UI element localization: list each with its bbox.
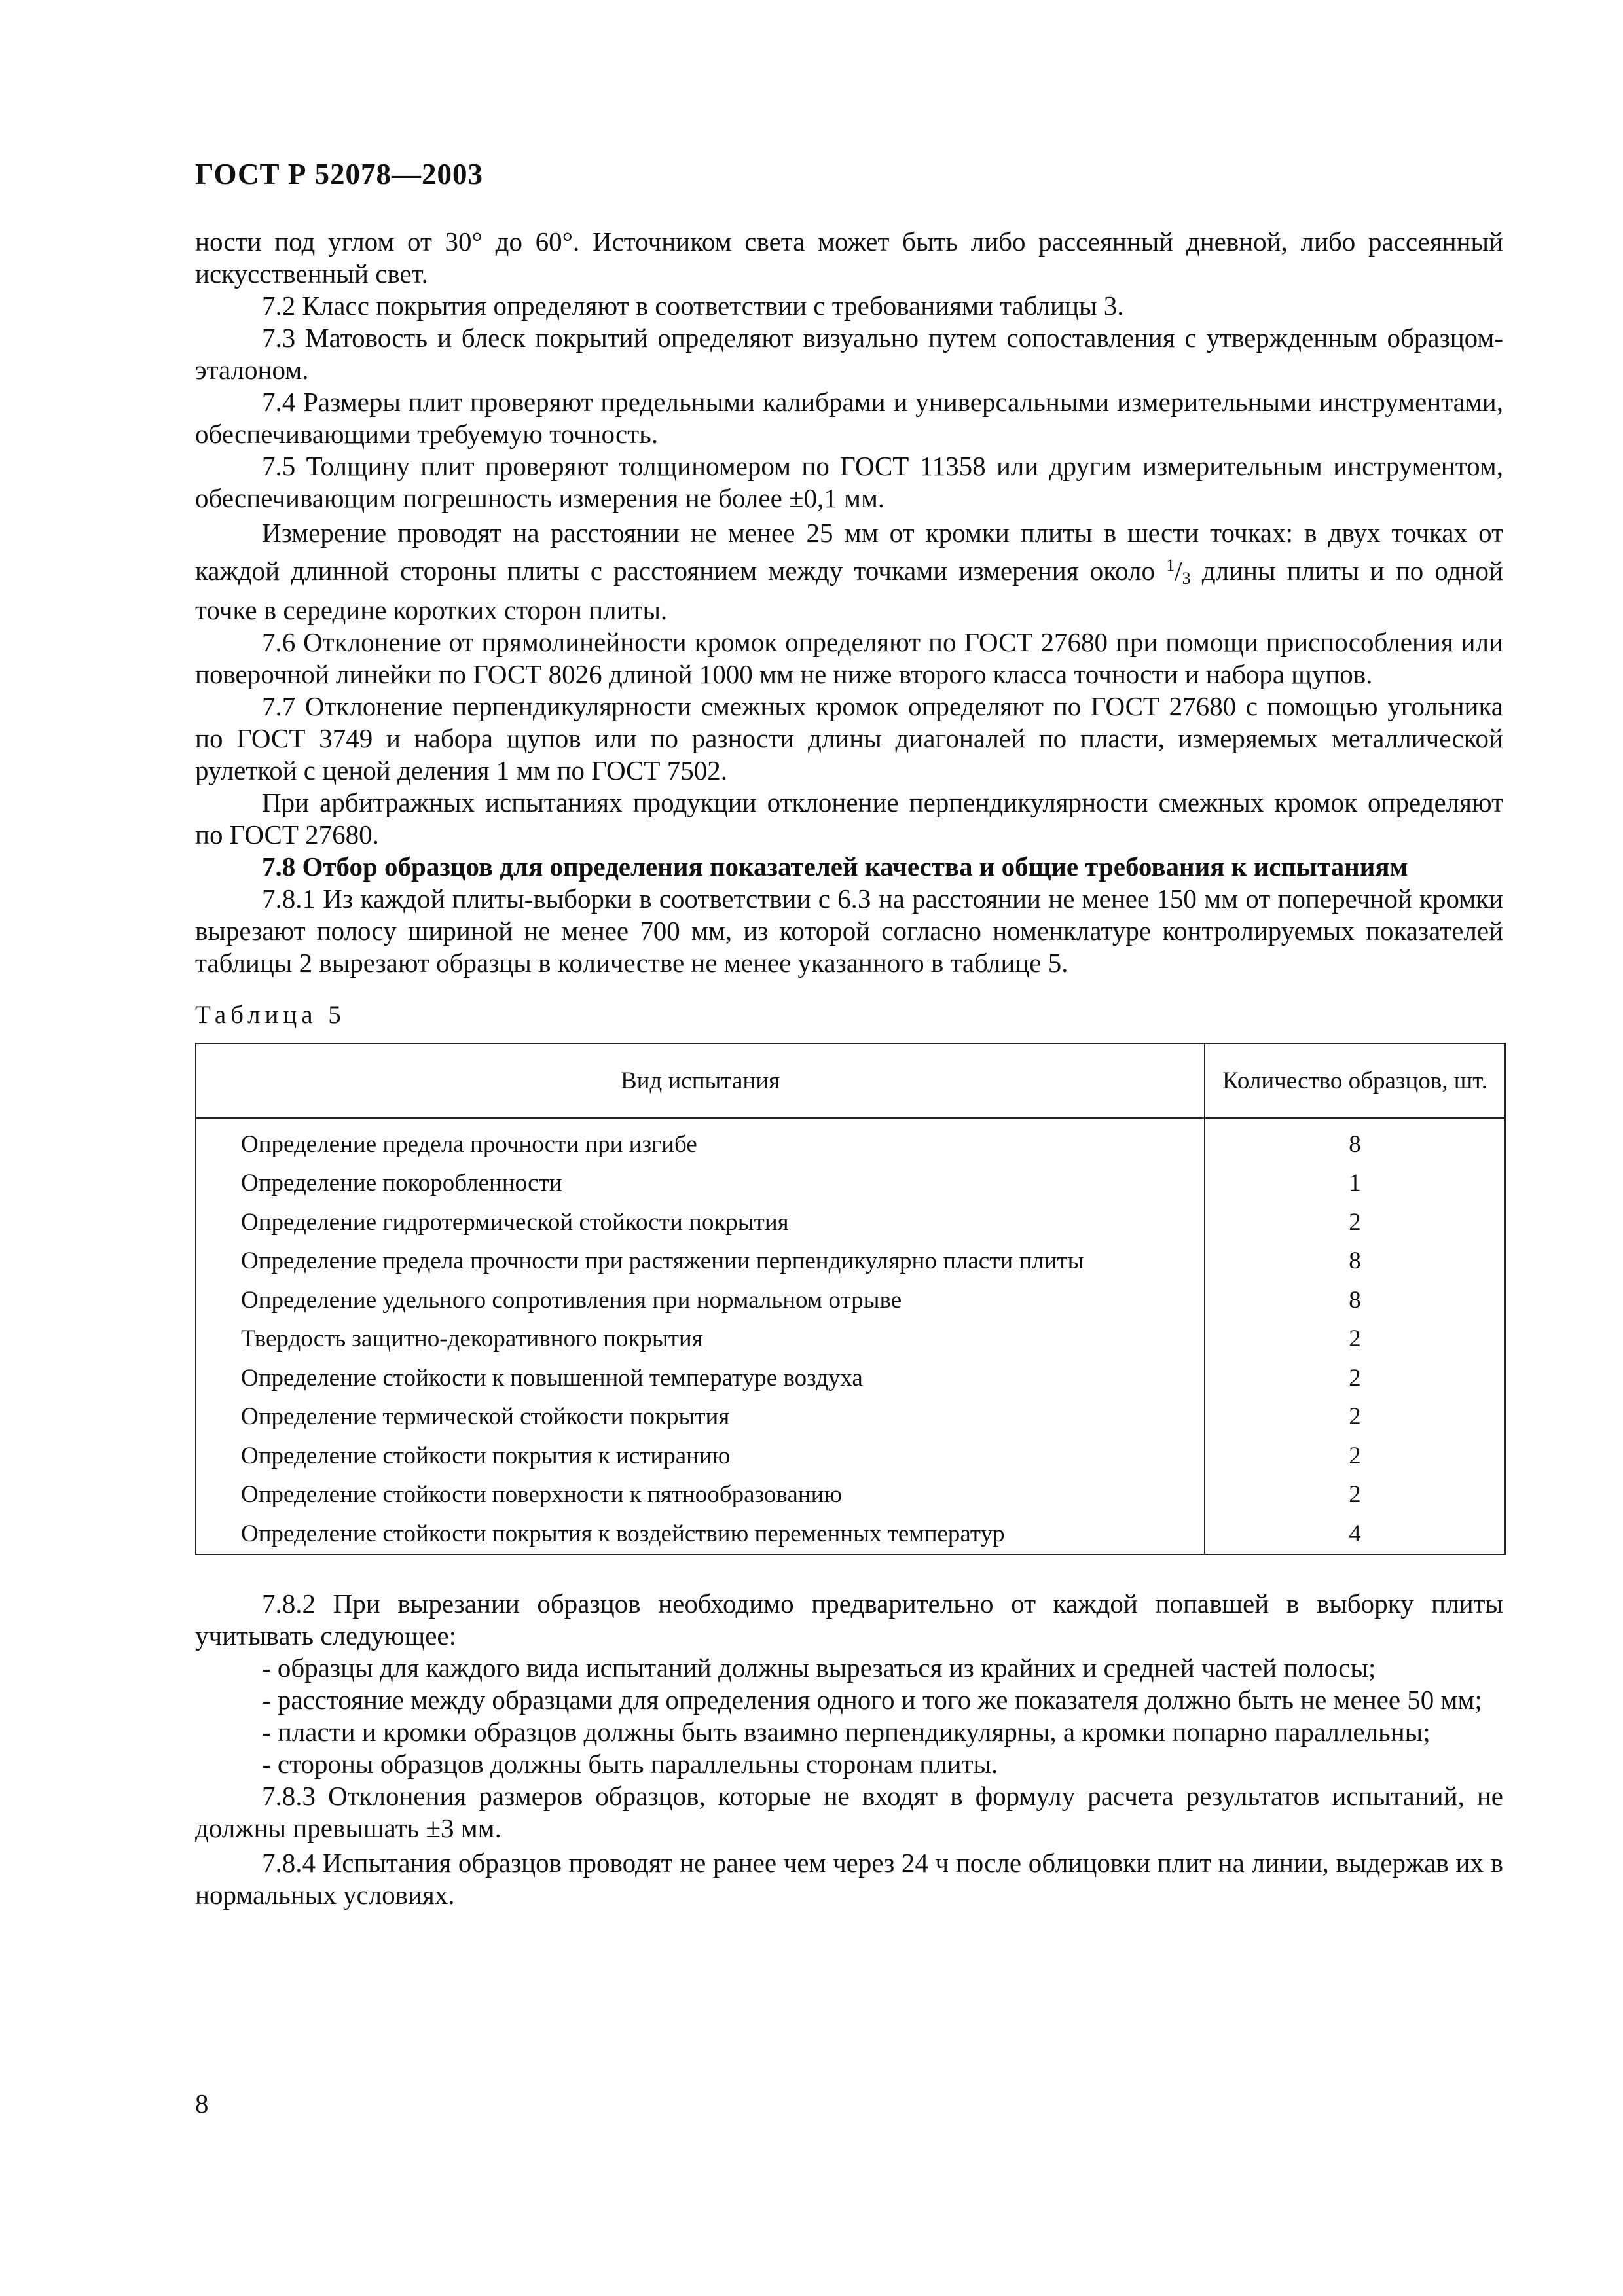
test-name: Определение гидротермической стойкости покрытия xyxy=(196,1203,1205,1242)
paragraph: 7.3 Матовость и блеск покрытий определяют визуально путем сопоставления с утвержденным образцом-эталоном. xyxy=(195,323,1503,385)
table-row xyxy=(196,1359,1505,1398)
column-header-count: Количество образцов, шт. xyxy=(1205,1043,1505,1118)
test-name: Определение стойкости покрытия к воздействию переменных температур xyxy=(196,1515,1205,1554)
table-row xyxy=(196,1476,1505,1515)
test-name: Твердость защитно-декоративного покрытия xyxy=(196,1320,1205,1359)
table-row xyxy=(196,1320,1505,1359)
test-name: Определение удельного сопротивления при нормальном отрыве xyxy=(196,1281,1205,1320)
table-row xyxy=(196,1281,1505,1320)
document-body xyxy=(195,226,1503,1911)
paragraph: 7.4 Размеры плит проверяют предельными калибрами и универсальными измерительными инструментами, обеспечивающими требуемую точность. xyxy=(195,387,1503,449)
table-row xyxy=(196,1398,1505,1437)
column-header-test: Вид испытания xyxy=(196,1043,1205,1118)
table-header-row xyxy=(196,1043,1505,1118)
paragraph-text: длины плиты и по одной точке в середине коротких сторон плиты. xyxy=(195,556,1503,625)
test-name: Определение стойкости поверхности к пятнообразованию xyxy=(196,1476,1205,1515)
sample-count: 4 xyxy=(1205,1515,1505,1554)
sample-count: 8 xyxy=(1205,1118,1505,1164)
sample-count: 8 xyxy=(1205,1281,1505,1320)
fraction-denominator: 3 xyxy=(1182,569,1191,588)
table-row xyxy=(196,1118,1505,1164)
sample-count: 2 xyxy=(1205,1203,1505,1242)
paragraph: 7.8.2 При вырезании образцов необходимо предварительно от каждой попавшей в выборку плиты учитывать следующее: xyxy=(195,1588,1503,1651)
samples-table xyxy=(195,1043,1506,1555)
paragraph: Измерение проводят на расстоянии не менее 25 мм от кромки плиты в шести точках: в двух точках от каждой длинной стороны плиты с расстоянием между точками измерения около $^1/_3$ длины плиты и по одной точке в середине коротких сторон плиты. xyxy=(195,518,1503,625)
fraction-numerator: 1 xyxy=(1166,556,1175,575)
list-item: - расстояние между образцами для определения одного и того же показателя должно быть не менее 50 мм; xyxy=(262,1684,1482,1715)
test-name: Определение стойкости покрытия к истиранию xyxy=(196,1437,1205,1476)
test-name: Определение предела прочности при растяжении перпендикулярно пласти плиты xyxy=(196,1242,1205,1282)
page-number: 8 xyxy=(195,2089,209,2119)
table-caption: Таблица 5 xyxy=(195,1001,346,1029)
table-row xyxy=(196,1515,1505,1554)
paragraph-text: Измерение проводят на расстоянии не менее 25 мм от кромки плиты в шести точках: в двух точках от каждой длинной стороны плиты с расстоянием между точками измерения около xyxy=(195,518,1503,586)
paragraph: 7.7 Отклонение перпендикулярности смежных кромок определяют по ГОСТ 27680 с помощью угольника по ГОСТ 3749 и набора щупов или по разности длины диагоналей по пласти, измеряемых металлической рулеткой с ценой деления 1 мм по ГОСТ 7502. xyxy=(195,691,1503,785)
sample-count: 2 xyxy=(1205,1398,1505,1437)
sample-count: 2 xyxy=(1205,1437,1505,1476)
test-name: Определение покоробленности xyxy=(196,1164,1205,1204)
paragraph: 7.5 Толщину плит проверяют толщиномером по ГОСТ 11358 или другим измерительным инструментом, обеспечивающим погрешность измерения не более ±0,1 мм. xyxy=(195,451,1503,513)
list-item: - стороны образцов должны быть параллельны сторонам плиты. xyxy=(262,1748,998,1779)
paragraph: 7.2 Класс покрытия определяют в соответствии с требованиями таблицы 3. xyxy=(262,291,1124,321)
sample-count: 2 xyxy=(1205,1320,1505,1359)
table-row xyxy=(196,1203,1505,1242)
sample-count: 1 xyxy=(1205,1164,1505,1204)
paragraph: 7.8.4 Испытания образцов проводят не ранее чем через 24 ч после облицовки плит на линии, выдержав их в нормальных условиях. xyxy=(195,1847,1503,1910)
document-header: ГОСТ Р 52078—2003 xyxy=(195,158,484,190)
paragraph: При арбитражных испытаниях продукции отклонение перпендикулярности смежных кромок определяют по ГОСТ 27680. xyxy=(195,787,1503,850)
test-name: Определение предела прочности при изгибе xyxy=(196,1118,1205,1164)
paragraph: ности под углом от 30° до 60°. Источником света может быть либо рассеянный дневной, либо рассеянный искусственный свет. xyxy=(195,226,1503,289)
paragraph: 7.6 Отклонение от прямолинейности кромок определяют по ГОСТ 27680 при помощи приспособления или поверочной линейки по ГОСТ 8026 длиной 1000 мм не ниже второго класса точности и набора щупов. xyxy=(195,627,1503,689)
test-name: Определение термической стойкости покрытия xyxy=(196,1398,1205,1437)
paragraph: 7.8.1 Из каждой плиты-выборки в соответствии с 6.3 на расстоянии не менее 150 мм от поперечной кромки вырезают полосу шириной не менее 700 мм, из которой согласно номенклатуре контролируемых показателей таблицы 2 вырезают образцы в количестве не менее указанного в таблице 5. xyxy=(195,884,1503,978)
test-name: Определение стойкости к повышенной температуре воздуха xyxy=(196,1359,1205,1398)
sample-count: 2 xyxy=(1205,1359,1505,1398)
list-item: - образцы для каждого вида испытаний должны вырезаться из крайних и средней частей полосы; xyxy=(262,1652,1376,1683)
paragraph: 7.8.3 Отклонения размеров образцов, которые не входят в формулу расчета результатов испытаний, не должны превышать ±3 мм. xyxy=(195,1780,1503,1843)
section-heading: 7.8 Отбор образцов для определения показателей качества и общие требования к испытаниям xyxy=(262,852,1408,882)
table-row xyxy=(196,1164,1505,1204)
table-row xyxy=(196,1437,1505,1476)
list-item: - пласти и кромки образцов должны быть взаимно перпендикулярны, а кромки попарно параллельны; xyxy=(262,1716,1431,1747)
sample-count: 2 xyxy=(1205,1476,1505,1515)
sample-count: 8 xyxy=(1205,1242,1505,1282)
table-row xyxy=(196,1242,1505,1282)
